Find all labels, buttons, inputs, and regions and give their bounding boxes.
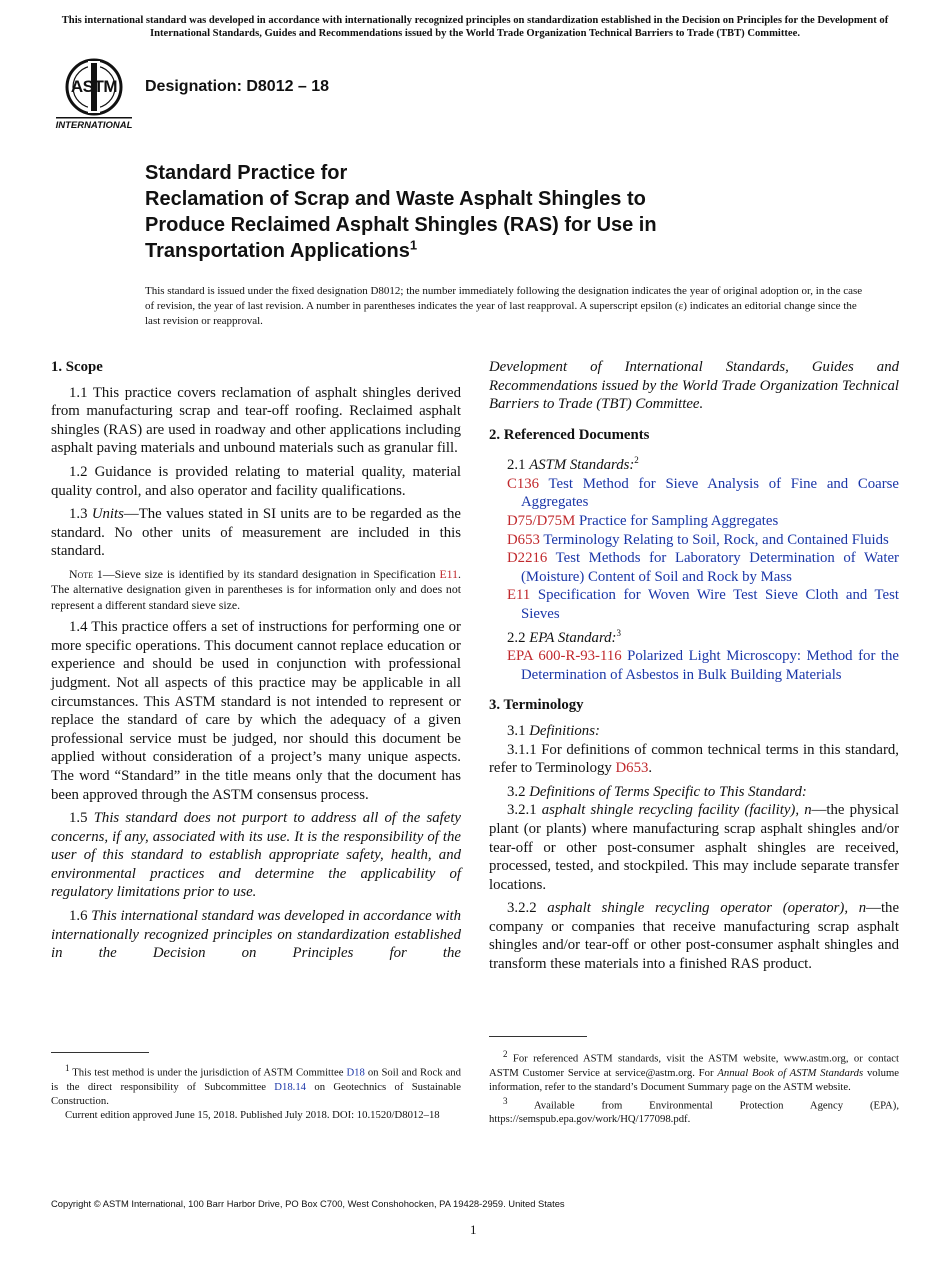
astm-international-logo: [52, 57, 136, 133]
issued-note: This standard is issued under the fixed designation D8012; the number immediately following the designation indicates the year of original adoption or, in the case of revision, the year of last revision. A number in parentheses indicates the year of last reapproval. A superscript epsilon (ε) indicates an editorial change since the last revision or reapproval.: [145, 285, 863, 327]
astm-reference-list: [489, 475, 899, 624]
paragraph-1-4: 1.4 This practice offers a set of instructions for performing one or more specific operations. This document cannot replace education or experience and should be used in conjunction with professional judgment. Not all aspects of this practice may be applicable in all circumstances. This ASTM standard is not intended to represent or replace the standard of care by which the adequacy of a given professional service must be judged, nor should this document be applied without consideration of a project’s many unique aspects. The word “Standard” in the title means only that the document has been approved through the ASTM consensus process.: [51, 619, 461, 803]
link-d653-terminology[interactable]: D653: [615, 760, 649, 777]
reference-title-link[interactable]: Specification for Woven Wire Test Sieve Cloth and Test Sieves: [521, 587, 899, 623]
logo-bottom-text: INTERNATIONAL: [55, 120, 133, 131]
reference-item: [489, 549, 899, 586]
left-column: [51, 358, 461, 963]
logo-top-text: ASTM: [70, 77, 118, 96]
footnote-2: $^2$ For referenced ASTM standards, visit the ASTM website, www.astm.org, or contact ASTM Customer Service at service@astm.org. For Annual Book of ASTM Standards volume information, refer to the standard’s Document Summary page on the ASTM website.: [489, 1049, 899, 1093]
reference-code-link[interactable]: E11: [507, 587, 531, 604]
reference-item: [489, 586, 899, 623]
reference-item: [489, 647, 899, 684]
reference-code-link[interactable]: D2216: [507, 550, 548, 567]
reference-title-link[interactable]: Test Methods for Laboratory Determination of Water (Moisture) Content of Soil and Rock by Mass: [521, 550, 899, 585]
reference-title-link[interactable]: Test Method for Sieve Analysis of Fine and Coarse Aggregates: [521, 475, 899, 511]
reference-title-link[interactable]: Terminology Relating to Soil, Rock, and Contained Fluids: [543, 531, 889, 548]
footnotes-right: [489, 1036, 899, 1126]
footnote-1: $^1$ This test method is under the jurisdiction of ASTM Committee D18 on Soil and Rock and is the direct responsibility of Subcommittee D18.14 on Geotechnics of Sustainable Construction.: [51, 1063, 461, 1107]
reference-item: [489, 475, 899, 512]
paragraph-1-3: 1.3 Units—The values stated in SI units are to be regarded as the standard. No other units of measurement are included in this standard.: [51, 506, 461, 560]
section-heading-terminology: 3. Terminology: [489, 697, 584, 714]
reference-item: [489, 512, 899, 531]
specific-definitions-label: 3.2 Definitions of Terms Specific to This Standard:: [507, 783, 807, 800]
reference-code-link[interactable]: C136: [507, 475, 540, 492]
title-line-4: Transportation Applications$^1$: [145, 237, 418, 262]
footnote-divider: [489, 1036, 587, 1037]
reference-title-link[interactable]: Polarized Light Microscopy: Method for the Determination of Asbestos in Bulk Building Materials: [521, 648, 899, 683]
right-column: [489, 358, 899, 974]
section-heading-scope: 1. Scope: [51, 359, 103, 375]
paragraph-1-1: 1.1 This practice covers reclamation of asphalt shingles derived from manufacturing scrap and tear-off roofing. Reclaimed asphalt shingles (RAS) are used in roadway and other applications including asphalt paving materials and unbound materials such as granular fill.: [51, 384, 461, 457]
paragraph-3-1-1: 3.1.1 For definitions of common technical terms in this standard, refer to Terminology D653.: [489, 741, 899, 777]
copyright: Copyright © ASTM International, 100 Barr Harbor Drive, PO Box C700, West Conshohocken, PA 19428-2959. United States: [51, 1198, 565, 1209]
reference-title-link[interactable]: Practice for Sampling Aggregates: [578, 513, 779, 530]
title-footnote-mark: 1: [409, 237, 418, 253]
note-1: Note 1—Sieve size is identified by its standard designation in Specification E11. The alternative designation given in parentheses is for information only and does not represent a different standard sieve size.: [51, 566, 461, 612]
footnotes-left: [51, 1052, 461, 1122]
definitions-label: 3.1 Definitions:: [507, 722, 600, 739]
reference-code-link[interactable]: D75/D75M: [507, 513, 576, 530]
link-d18[interactable]: D18: [346, 1066, 365, 1079]
paragraph-1-6: 1.6 This international standard was developed in accordance with internationally recognized principles on standardization established in the Decision on Principles for the: [51, 908, 461, 962]
footnote-divider: [51, 1052, 149, 1053]
paragraph-3-2-1: 3.2.1 asphalt shingle recycling facility (facility), n—the physical plant (or plants) where manufacturing scrap asphalt shingles and/or tear-off or other post-consumer asphalt shingles are received, processed, tested, and stockpiled. This may include separate transfer locations.: [489, 802, 899, 893]
paragraph-1-5: 1.5 This standard does not purport to address all of the safety concerns, if any, associated with its use. It is the responsibility of the user of this standard to establish appropriate safety, health, and environmental practices and determine the applicability of regulatory limitations prior to use.: [51, 810, 461, 901]
reference-code-link[interactable]: D653: [507, 531, 540, 548]
epa-standard-label: 2.2 EPA Standard:$^3$: [507, 627, 621, 646]
section-heading-referenced-documents: 2. Referenced Documents: [489, 426, 650, 443]
paragraph-1-2: 1.2 Guidance is provided relating to material quality, material quality control, and also operator and facility qualifications.: [51, 463, 461, 499]
top-note: This international standard was developed in accordance with internationally recognized principles on standardization established in the Decision on Principles for the Development of International Standards, Guides and Recommendations issued by the World Trade Organization Technical Barriers to Trade (TBT) Committee.: [61, 15, 889, 39]
page-number: 1: [470, 1222, 477, 1237]
title-line-3: Produce Reclaimed Asphalt Shingles (RAS) for Use in: [145, 214, 657, 236]
reference-item: [489, 531, 899, 550]
link-e11[interactable]: E11: [439, 566, 459, 581]
link-d18-14[interactable]: D18.14: [274, 1080, 307, 1093]
footnote-3: $^3$ Available from Environmental Protection Agency (EPA), https://semspub.epa.gov/work/HQ/177098.pdf.: [489, 1095, 899, 1126]
epa-reference-list: [489, 647, 899, 684]
astm-standards-label: 2.1 ASTM Standards:$^2$: [507, 455, 639, 474]
designation: Designation: D8012 – 18: [145, 78, 330, 95]
current-edition: Current edition approved June 15, 2018. Published July 2018. DOI: 10.1520/D8012–18: [65, 1108, 440, 1121]
title-line-1: Standard Practice for: [145, 162, 348, 184]
paragraph-1-6-continued: Development of International Standards, Guides and Recommendations issued by the World Trade Organization Technical Barriers to Trade (TBT) Committee.: [489, 359, 899, 413]
reference-code-link[interactable]: EPA 600-R-93-116: [507, 648, 622, 665]
title-line-2: Reclamation of Scrap and Waste Asphalt Shingles to: [145, 188, 646, 210]
paragraph-3-2-2: 3.2.2 asphalt shingle recycling operator (operator), n—the company or companies that receive manufacturing scrap asphalt shingles and/or tear-off or other post-consumer asphalt shingles and transform these materials into a finished RAS product.: [489, 900, 900, 973]
page-title: [145, 160, 825, 264]
